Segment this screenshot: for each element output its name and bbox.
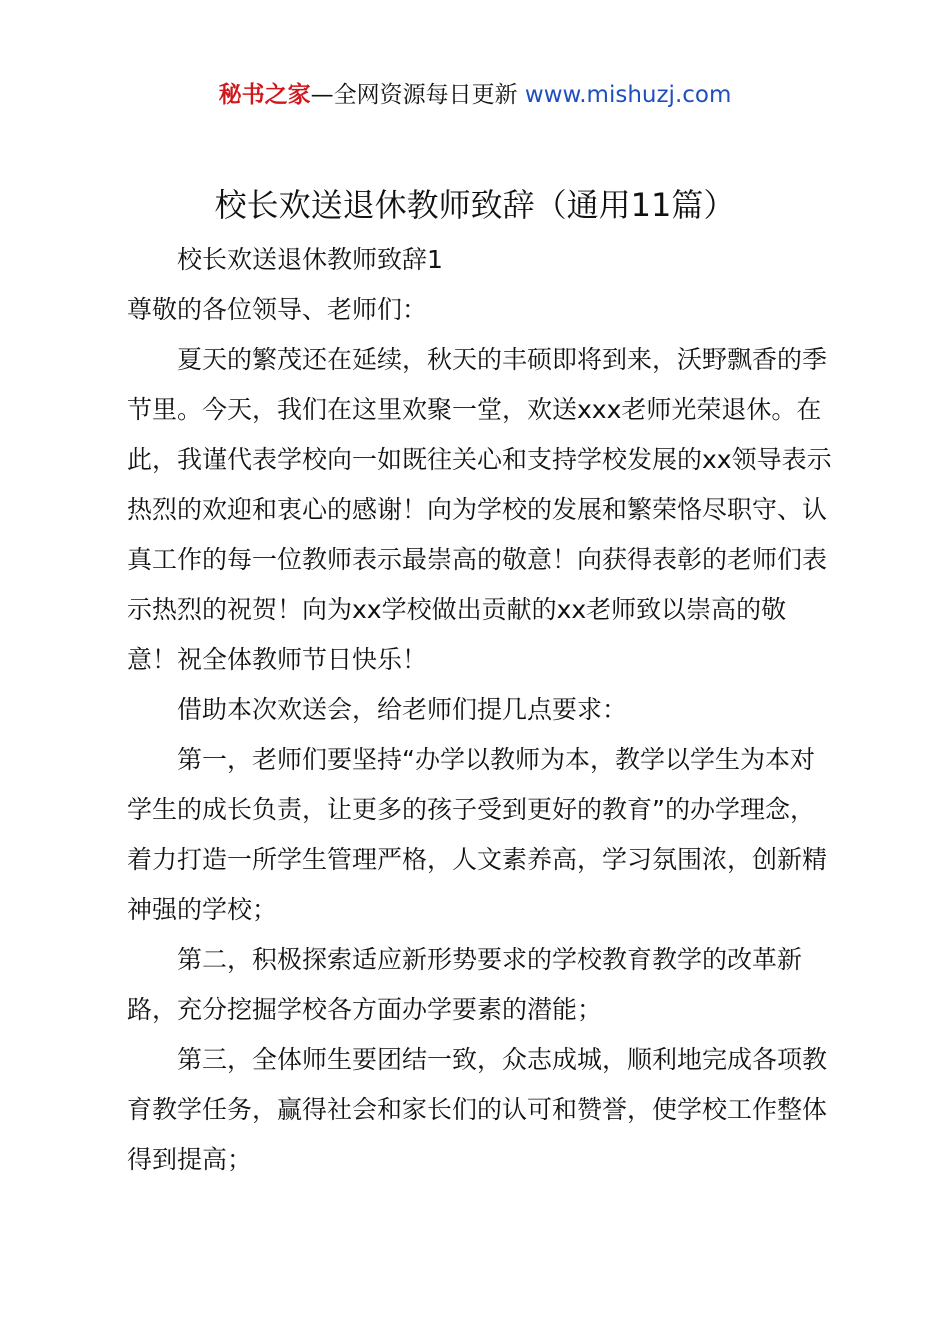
site-url-link[interactable]: www.mishuzj.com bbox=[524, 82, 732, 108]
document-body bbox=[127, 235, 833, 1185]
body-paragraph: 第一，老师们要坚持“办学以教师为本，教学以学生为本对学生的成长负责，让更多的孩子受到更好的教育”的办学理念，着力打造一所学生管理严格，人文素养高，学习氛围浓，创新精神强的学校； bbox=[127, 745, 828, 924]
site-header bbox=[0, 80, 950, 110]
body-paragraph: 夏天的繁茂还在延续，秋天的丰硕即将到来，沃野飘香的季节里。今天，我们在这里欢聚一堂，欢送xxx老师光荣退休。在此，我谨代表学校向一如既往关心和支持学校发展的xx领导表示热烈的欢迎和衷心的感谢！向为学校的发展和繁荣恪尽职守、认真工作的每一位教师表示最崇高的敬意！向获得表彰的老师们表示热烈的祝贺！向为xx学校做出贡献的xx老师致以崇高的敬意！祝全体教师节日快乐！ bbox=[127, 345, 832, 674]
section-heading: 校长欢送退休教师致辞1 bbox=[177, 245, 443, 274]
salutation: 尊敬的各位领导、老师们： bbox=[127, 295, 428, 324]
site-tagline: —全网资源每日更新 bbox=[310, 82, 525, 108]
body-paragraph: 第三，全体师生要团结一致，众志成城，顺利地完成各项教育教学任务，赢得社会和家长们的认可和赞誉，使学校工作整体得到提高； bbox=[127, 1045, 828, 1174]
document-title: 校长欢送退休教师致辞（通用11篇） bbox=[214, 186, 736, 224]
body-paragraph: 第二，积极探索适应新形势要求的学校教育教学的改革新路，充分挖掘学校各方面办学要素的潜能； bbox=[127, 945, 803, 1024]
body-paragraph: 借助本次欢送会，给老师们提几点要求： bbox=[177, 695, 628, 724]
site-brand: 秘书之家 bbox=[218, 82, 311, 108]
